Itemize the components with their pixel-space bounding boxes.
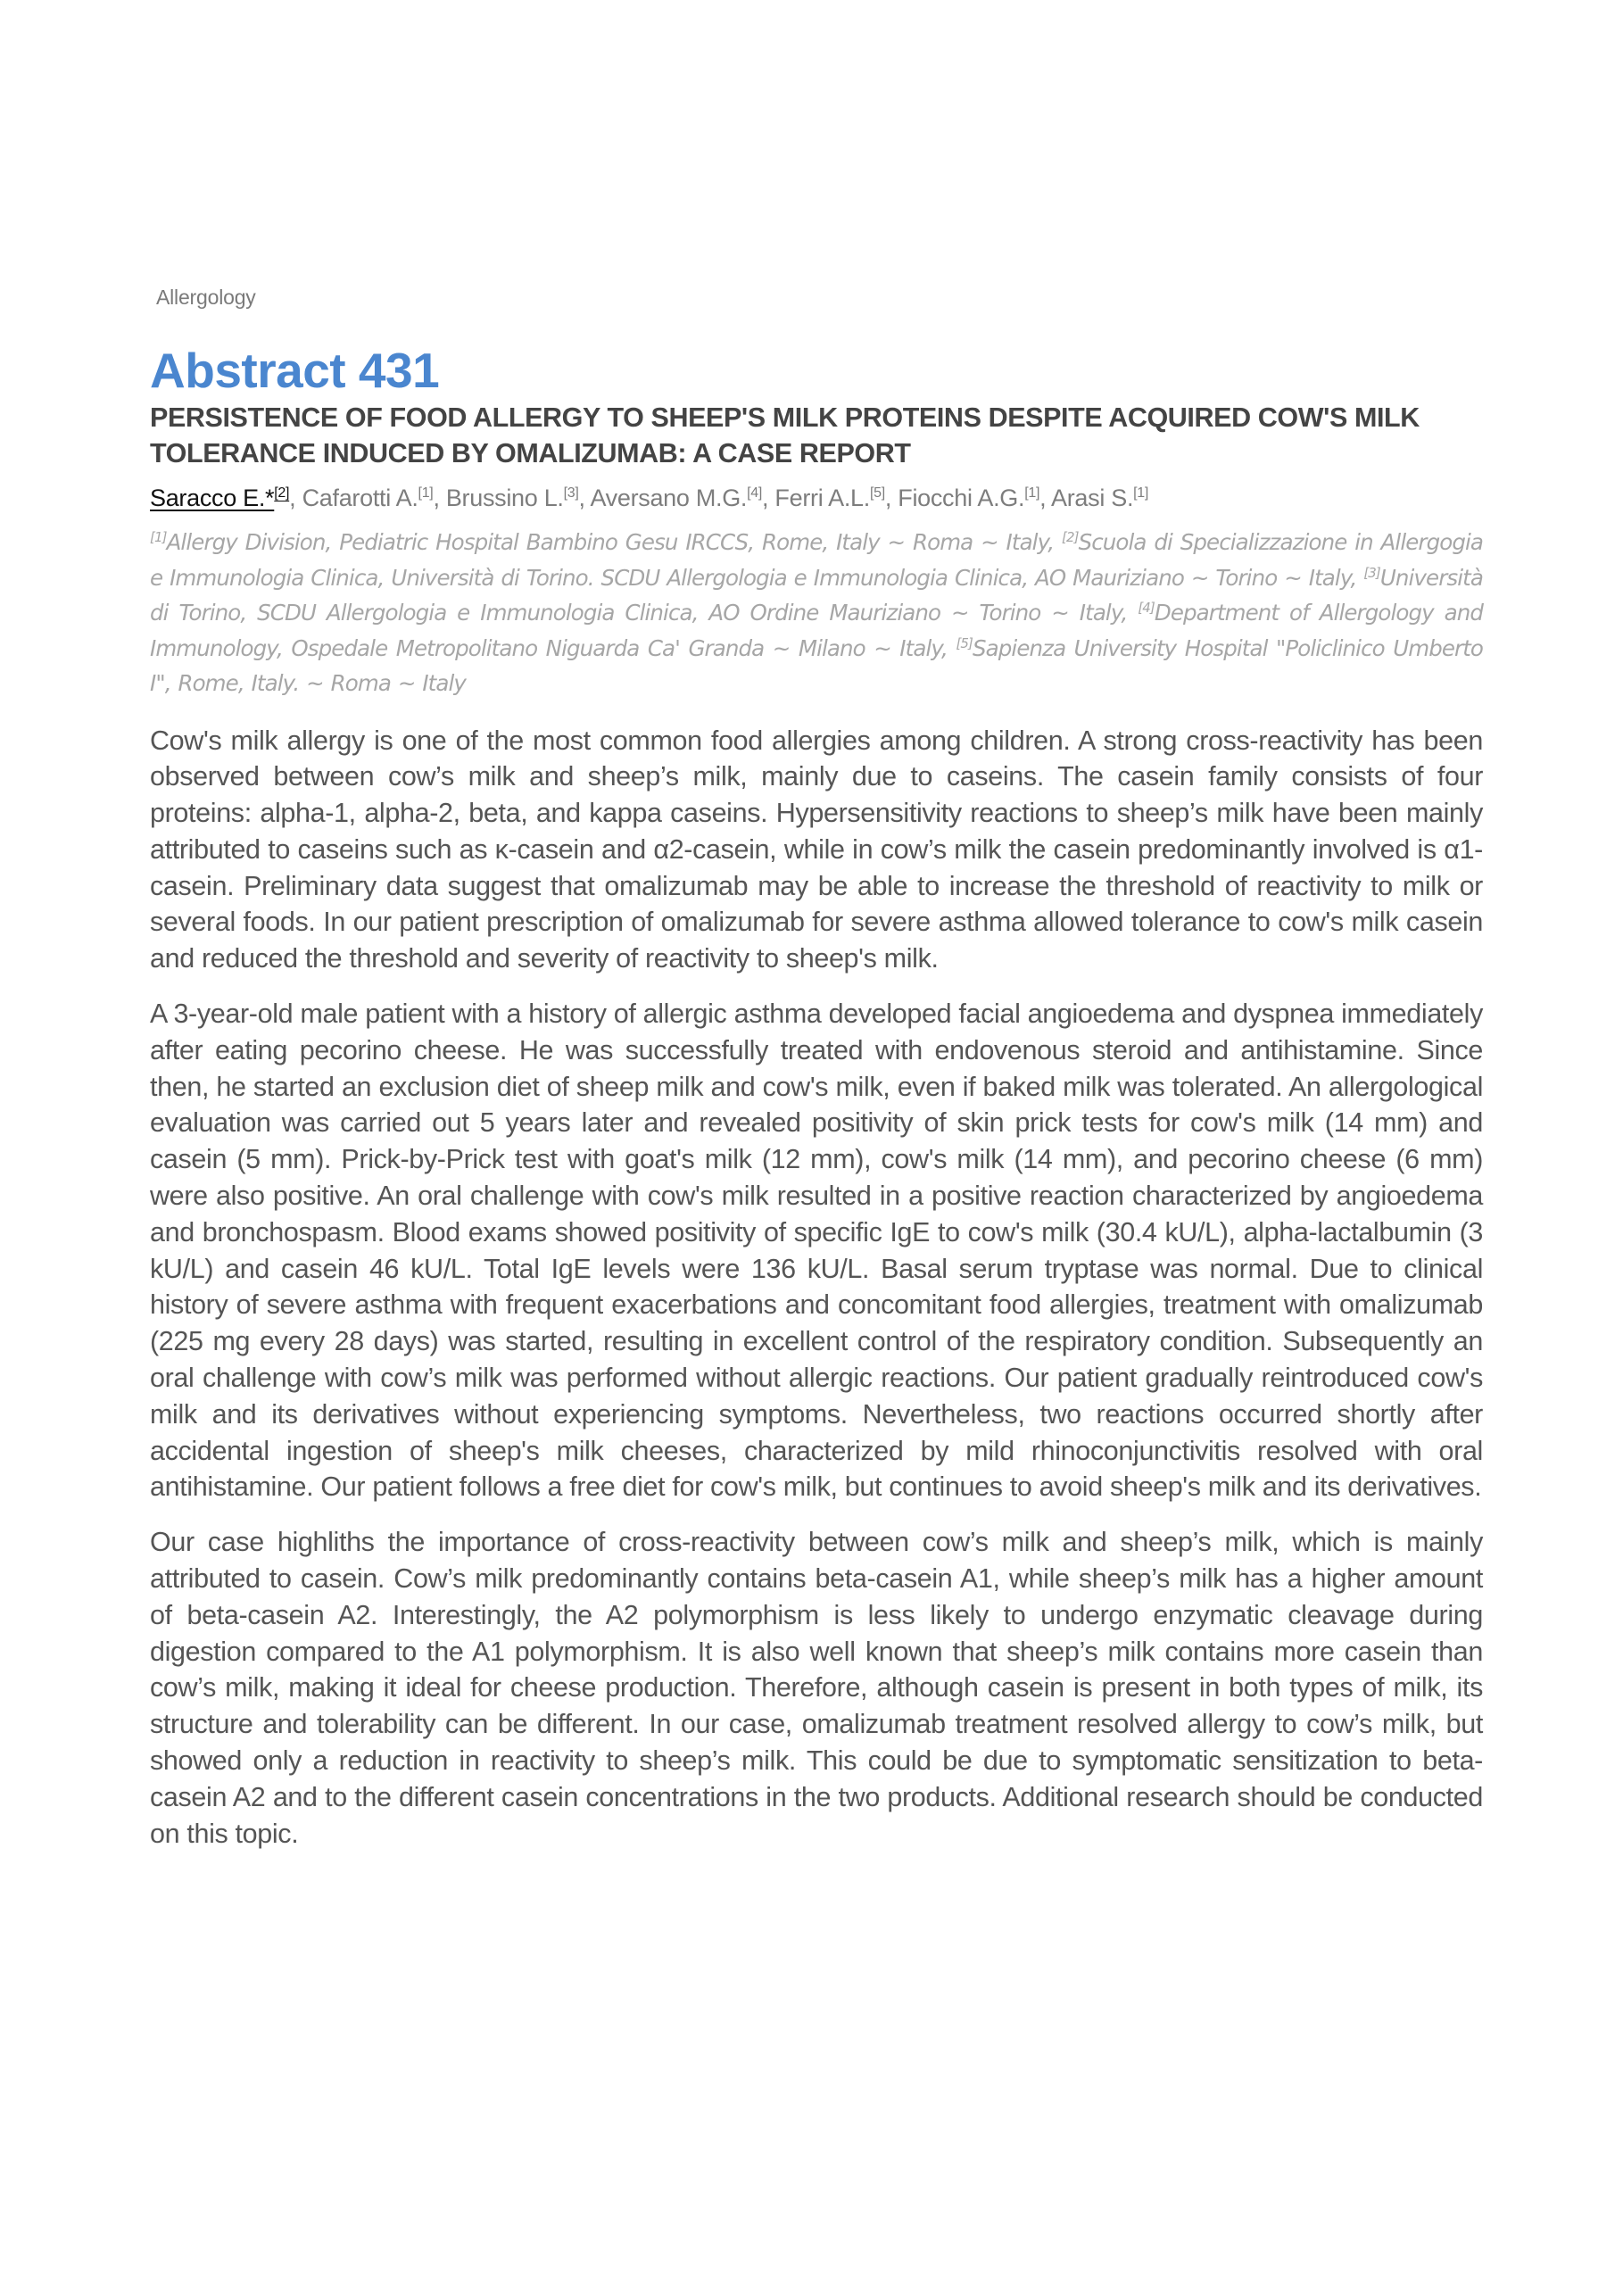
abstract-page [150, 284, 1483, 1870]
affiliation-list [150, 525, 1483, 701]
affiliation-marker: [3] [1363, 564, 1380, 581]
author-name: Fiocchi A.G. [898, 485, 1025, 511]
author-separator: , [884, 485, 898, 511]
author-separator: , [578, 485, 591, 511]
author-affiliation-marker: [5] [869, 485, 885, 501]
abstract-heading: Abstract 431 [150, 343, 440, 398]
presenting-author-name: Saracco E.* [150, 485, 275, 511]
body-paragraph-discussion: Our case highliths the importance of cross-reactivity between cow’s milk and sheep’s milk, which is mainly attributed to casein. Cow’s milk predominantly contains beta-casein A1, while sheep’s milk has a higher amount of beta-casein A2. Interestingly, the A2 polymorphism is less likely to undergo enzymatic cleavage during digestion compared to the A1 polymorphism. It is also well known that sheep’s milk contains more casein than cow’s milk, making it ideal for cheese production. Therefore, although casein is present in both types of milk, its structure and tolerability can be different. In our case, omalizumab treatment resolved allergy to cow’s milk, but showed only a reduction in reactivity to sheep’s milk. This could be due to symptomatic sensitization to beta-casein A2 and to the different casein concentrations in the two products. Additional research should be conducted on this topic. [150, 1527, 1483, 1849]
author-item [885, 485, 1039, 511]
affiliation-text: Department of Allergology and Immunology, Ospedale Metropolitano Niguarda Ca' Granda ~ Milano ~ Italy, [150, 600, 1483, 661]
author-name: Brussino L. [445, 485, 564, 511]
author-item [579, 485, 763, 511]
affiliation-text: Allergy Division, Pediatric Hospital Bambino Gesu IRCCS, Rome, Italy ~ Roma ~ Italy, [166, 529, 1062, 555]
category-label: Allergology [156, 286, 256, 309]
author-item [433, 485, 578, 511]
affiliation-text: Scuola di Specializzazione in Allergogia e Immunologia Clinica, Università di Torino. SCDU Allergologia e Immunologia Clinica, AO Mauriziano ~ Torino ~ Italy, [150, 529, 1483, 591]
body-paragraph-case-description: A 3-year-old male patient with a history of allergic asthma developed facial angioedema and dyspnea immediately after eating pecorino cheese. He was successfully treated with endovenous steroid and antihistamine. Since then, he started an exclusion diet of sheep milk and cow's milk, even if baked milk was tolerated. An allergological evaluation was carried out 5 years later and revealed positivity of skin prick tests for cow's milk (14 mm) and casein (5 mm). Prick-by-Prick test with goat's milk (12 mm), cow's milk (14 mm), and pecorino cheese (6 mm) were also positive. An oral challenge with cow's milk resulted in a positive reaction characterized by angioedema and bronchospasm. Blood exams showed positivity of specific IgE to cow's milk (30.4 kU/L), alpha-lactalbumin (3 kU/L) and casein 46 kU/L. Total IgE levels were 136 kU/L. Basal serum tryptase was normal. Due to clinical history of severe asthma with frequent exacerbations and concomitant food allergies, treatment with omalizumab (225 mg every 28 days) was started, resulting in excellent control of the respiratory condition. Subsequently an oral challenge with cow’s milk was performed without allergic reactions. Our patient gradually reintroduced cow's milk and its derivatives without experiencing symptoms. Nevertheless, two reactions occurred shortly after accidental ingestion of sheep's milk cheeses, characterized by mild rhinoconjunctivitis resolved with oral antihistamine. Our patient follows a free diet for cow's milk, but continues to avoid sheep's milk and its derivatives. [150, 999, 1483, 1503]
author-name: Ferri A.L. [774, 485, 870, 511]
author-affiliation-marker: [4] [747, 485, 763, 501]
abstract-title: PERSISTENCE OF FOOD ALLERGY TO SHEEP'S MILK PROTEINS DESPITE ACQUIRED COW'S MILK TOLERANCE INDUCED BY OMALIZUMAB: A CASE REPORT [150, 402, 1420, 468]
affiliation-marker: [5] [956, 634, 973, 651]
author-affiliation-marker: [1] [1133, 485, 1149, 501]
author-affiliation-marker: [1] [418, 485, 434, 501]
author-item [150, 485, 289, 511]
author-item [289, 485, 433, 511]
author-name: Aversano M.G. [590, 485, 748, 511]
author-affiliation-marker: [3] [563, 485, 579, 501]
affiliation-text: Università di Torino, SCDU Allergologia e Immunologia Clinica, AO Ordine Mauriziano ~ Torino ~ Italy, [150, 564, 1483, 626]
affiliation-marker: [2] [1062, 529, 1079, 545]
author-item [1039, 485, 1148, 511]
author-list [150, 482, 1483, 514]
author-affiliation-marker: [1] [1024, 485, 1040, 501]
affiliation-marker: [4] [1138, 600, 1155, 616]
body-paragraph-introduction: Cow's milk allergy is one of the most common food allergies among children. A strong cross-reactivity has been observed between cow’s milk and sheep’s milk, mainly due to caseins. The casein family consists of four proteins: alpha-1, alpha-2, beta, and kappa caseins. Hypersensitivity reactions to sheep’s milk have been mainly attributed to caseins such as κ-casein and α2-casein, while in cow’s milk the casein predominantly involved is α1-casein. Preliminary data suggest that omalizumab may be able to increase the threshold of reactivity to milk or several foods. In our patient prescription of omalizumab for severe asthma allowed tolerance to cow's milk casein and reduced the threshold and severity of reactivity to sheep's milk. [150, 725, 1483, 974]
abstract-body [150, 723, 1483, 1853]
author-separator: , [433, 485, 446, 511]
author-separator: , [762, 485, 775, 511]
author-item [762, 485, 885, 511]
affiliation-marker: [1] [150, 529, 167, 545]
author-separator: , [289, 485, 302, 511]
author-affiliation-marker: [2] [274, 485, 290, 501]
author-name: Arasi S. [1051, 485, 1134, 511]
author-separator: , [1039, 485, 1052, 511]
affiliation-text: Sapienza University Hospital "Policlinico Umberto I", Rome, Italy. ~ Roma ~ Italy [150, 634, 1484, 696]
author-name: Cafarotti A. [302, 485, 418, 511]
